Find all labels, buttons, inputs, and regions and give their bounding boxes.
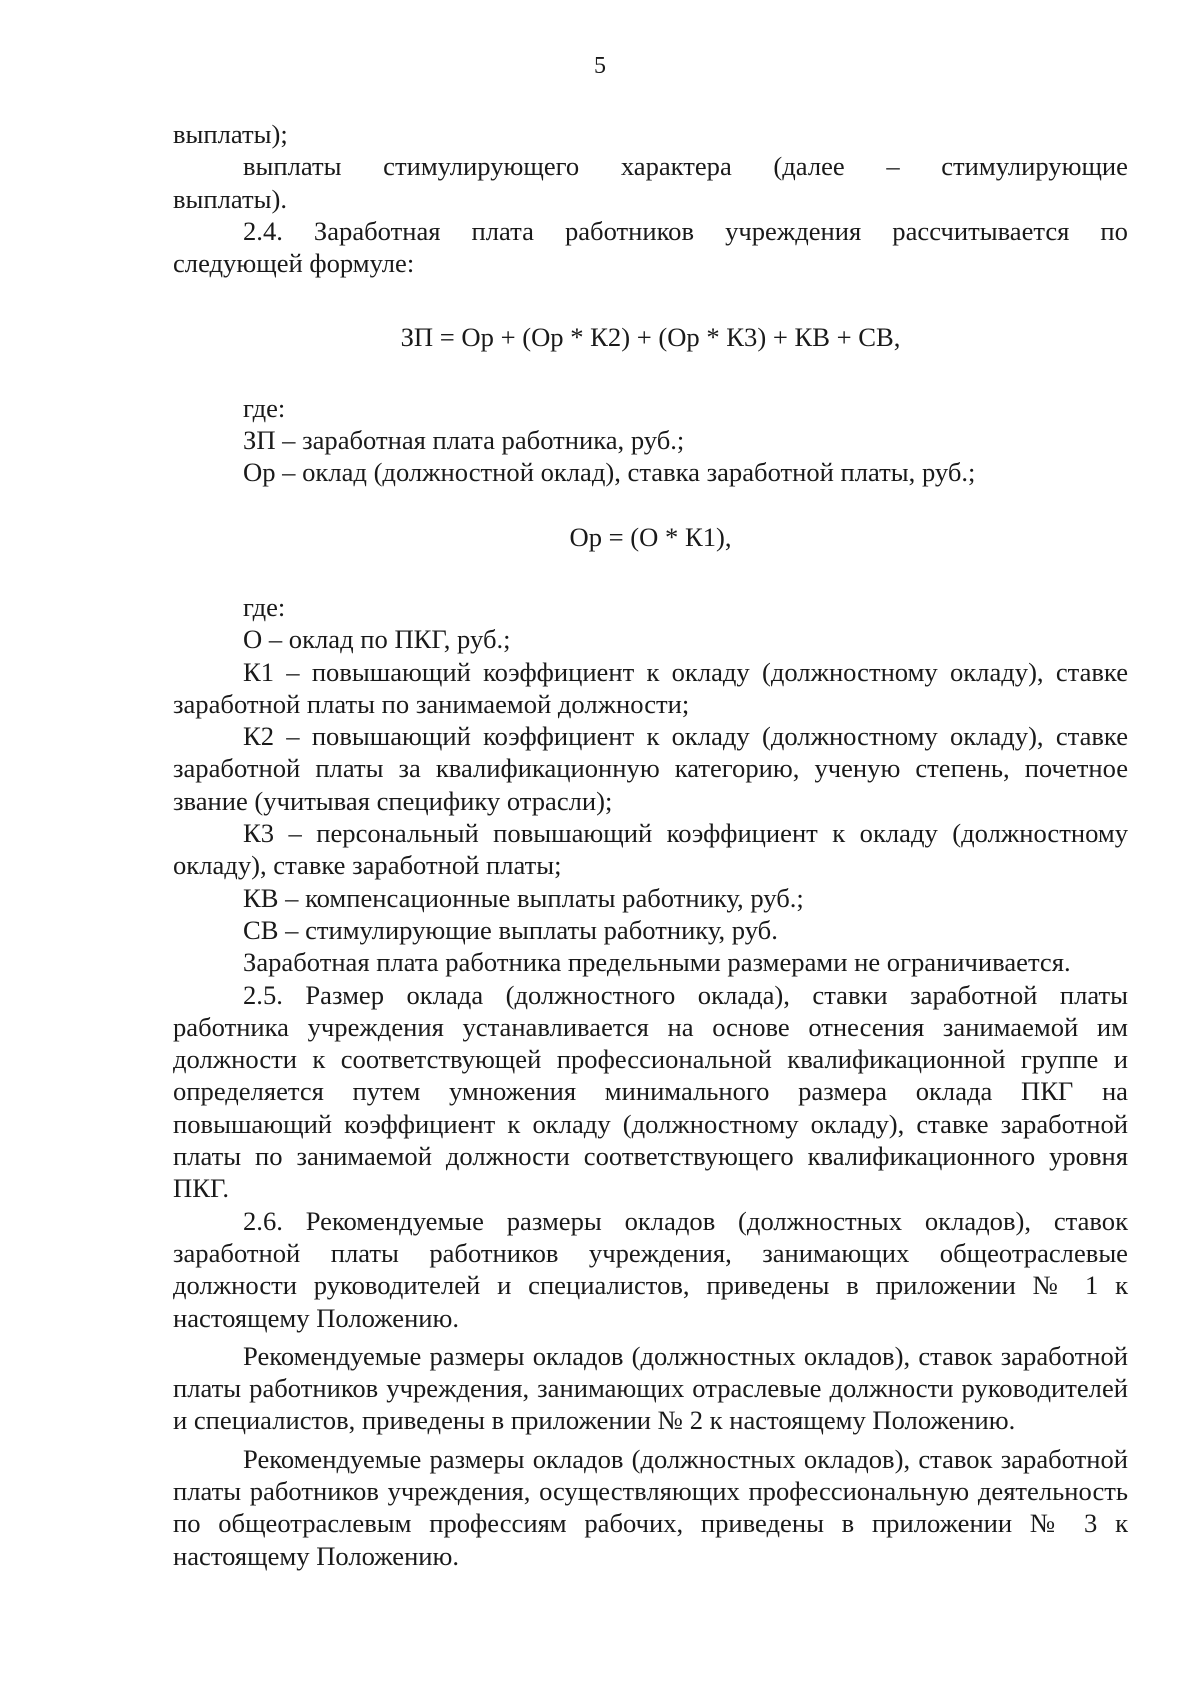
paragraph-2-5: 2.5. Размер оклада (должностного оклада), ставки заработной платы работника учреждения устанавливается на основе отнесения занимаемой им должности к соответствующей профессиональной квалификационной группе и определяется путем умножения минимального размера оклада ПКГ на повышающий коэффициент к окладу (должностному окладу), ставке заработной платы по занимаемой должности соответствующего квалификационного уровня ПКГ.: [173, 979, 1128, 1204]
definition-sv: СВ – стимулирующие выплаты работнику, руб.: [243, 914, 778, 945]
definition-kv: КВ – компенсационные выплаты работнику, руб.;: [243, 882, 804, 913]
formula-base-salary: Ор = (О * К1),: [569, 521, 732, 552]
word: Заработная: [313, 215, 441, 246]
word: –: [886, 151, 900, 182]
word: 2.4.: [243, 215, 283, 246]
paragraph-payments-end: выплаты);: [173, 119, 288, 149]
word: характера: [620, 151, 732, 182]
formula-salary: ЗП = Ор + (Ор * К2) + (Ор * К3) + КВ + СВ,: [400, 322, 901, 353]
word: стимулирующего: [383, 151, 580, 182]
definition-k2: К2 – повышающий коэффициент к окладу (должностному окладу), ставке заработной платы за квалификационную категорию, ученую степень, почетное звание (учитывая специфику отрасли);: [173, 721, 1128, 816]
definition-or: Ор – оклад (должностной оклад), ставка заработной платы, руб.;: [243, 457, 976, 488]
definition-k1: К1 – повышающий коэффициент к окладу (должностному окладу), ставке заработной платы по занимаемой должности;: [173, 656, 1128, 719]
definition-zp: ЗП – заработная плата работника, руб.;: [243, 425, 685, 456]
paragraph-stimulating-line2: выплаты).: [173, 183, 288, 214]
document-body: [173, 118, 1128, 1572]
paragraph-2-4-line1: [173, 215, 1128, 247]
word: плата: [471, 215, 534, 246]
word: по: [1100, 215, 1128, 246]
word: стимулирующие: [941, 151, 1128, 182]
word: (далее: [773, 151, 845, 182]
paragraph-appendix-3: Рекомендуемые размеры окладов (должностных окладов), ставок заработной платы работников учреждения, осуществляющих профессиональную деятельность по общеотраслевым профессиям рабочих, приведены в приложении № 3 к настоящему Положению.: [173, 1443, 1128, 1571]
paragraph-no-limit: Заработная плата работника предельными размерами не ограничивается.: [243, 947, 1071, 978]
paragraph-stimulating-line1: [173, 150, 1128, 182]
word: работников: [564, 215, 695, 246]
word: учреждения: [725, 215, 862, 246]
word: рассчитывается: [892, 215, 1070, 246]
where-label-2: где:: [243, 591, 286, 622]
paragraph-2-4-line2: следующей формуле:: [173, 248, 415, 279]
paragraph-appendix-2: Рекомендуемые размеры окладов (должностных окладов), ставок заработной платы работников учреждения, занимающих отраслевые должности руководителей и специалистов, приведены в приложении № 2 к настоящему Положению.: [173, 1340, 1128, 1436]
definition-o: О – оклад по ПКГ, руб.;: [243, 624, 511, 655]
word: выплаты: [243, 151, 342, 182]
where-label-1: где:: [243, 392, 286, 423]
definition-k3: К3 – персональный повышающий коэффициент к окладу (должностному окладу), ставке заработной платы;: [173, 818, 1128, 881]
page-number: 5: [594, 53, 606, 79]
paragraph-2-6: 2.6. Рекомендуемые размеры окладов (должностных окладов), ставок заработной платы работников учреждения, занимающих общеотраслевые должности руководителей и специалистов, приведены в приложении № 1 к настоящему Положению.: [173, 1205, 1128, 1333]
